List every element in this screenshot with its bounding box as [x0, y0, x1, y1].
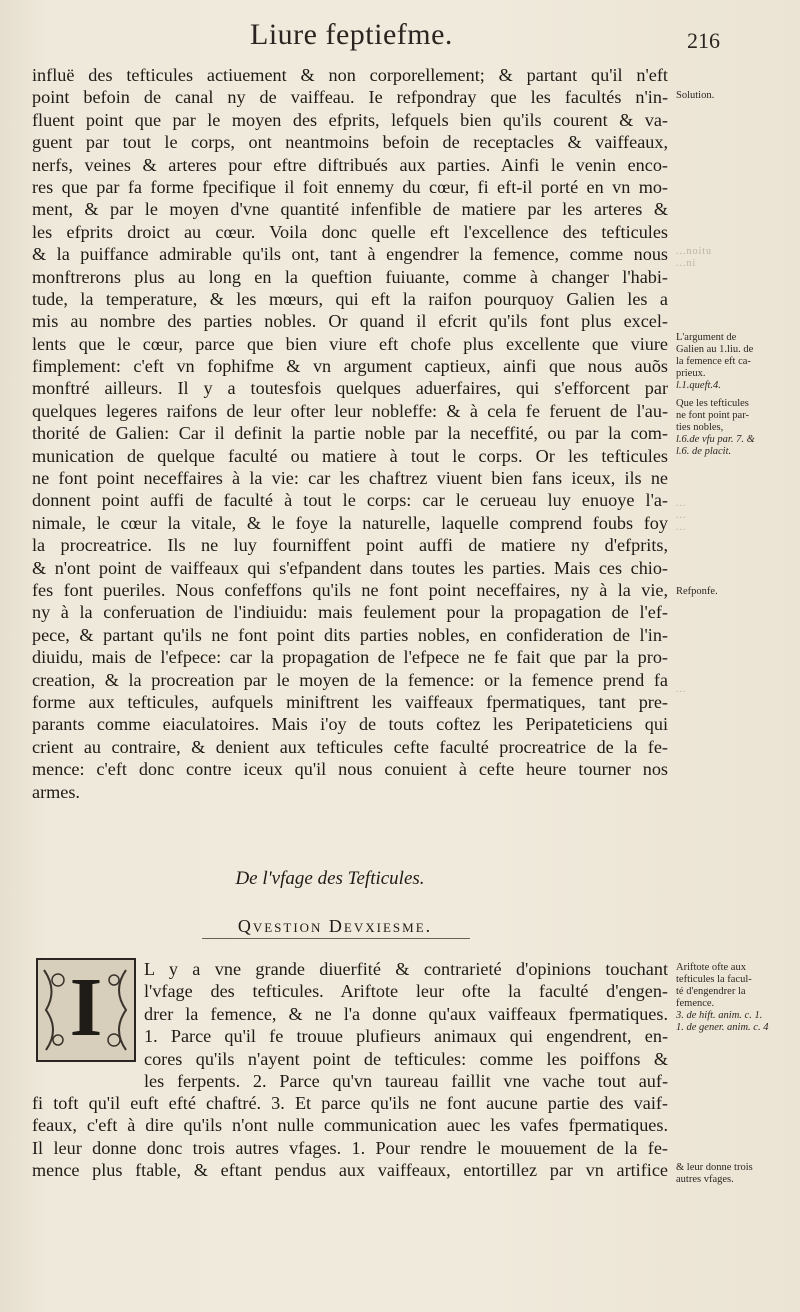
text-line: guent par tout le corps, ont neantmoins befoin de receptacles & vaiffeaux,: [32, 132, 668, 153]
page-number: 216: [687, 28, 720, 53]
text-line: point befoin de canal ny de vaiffeau. Ie refpondray que les facultés n'in-: [32, 87, 668, 108]
text-line: armes.: [32, 781, 80, 802]
text-line: mence plus ftable, & eftant pendus aux vaiffeaux, entortillez par vn artifice: [32, 1160, 668, 1181]
text-line: fes font pueriles. Nous confeffons qu'ils ne font point neceffaires, ny à la vie,: [32, 579, 668, 600]
text-line: monftré ailleurs. Il y a toutesfois quelques aduerfaires, qui s'efforcent par: [32, 378, 668, 399]
section-subtitle: De l'vfage des Tefticules.: [235, 868, 425, 889]
text-line: fluent point que par le moyen des efprits, lefquels bien qu'ils courent & va-: [32, 109, 668, 130]
text-line: ny à la conferuation de l'indiuidu: mais feulement pour la propagation de l'ef-: [32, 602, 668, 623]
text-line: monftrerons plus au long en la queftion fuiuante, comme à changer l'habi-: [32, 266, 668, 287]
running-head: [250, 14, 720, 54]
text-line: & n'ont point de vaiffeaux qui s'efpandent dans toutes les parties. Mais ces chio-: [32, 557, 668, 578]
ornamental-initial: [36, 958, 136, 1062]
margin-notes: [676, 0, 794, 1312]
text-line: la procreatrice. Ils ne luy fourniffent point auffi de matiere ny d'efprits,: [32, 535, 668, 556]
text-line: feaux, c'eft à dire qu'ils n'ont nulle communication auec les vafes fpermatiques.: [32, 1115, 668, 1136]
question-text-full: [32, 1092, 668, 1182]
text-line: forme aux tefticules, aufquels miniftrent les vaiffeaux fpermatiques, tant pre-: [32, 691, 668, 712]
text-line: donnent point auffi de faculté à tout le corps: car le cerueau luy enuoye l'a-: [32, 490, 668, 511]
text-line: res que par fa forme fpecifique il foit ennemy du cœur, fi eft-il porté en vn mo-: [32, 176, 668, 197]
margin-bleed-through: ...: [676, 684, 687, 695]
margin-note-response: Refponfe.: [676, 586, 718, 597]
question-title: Qvestion Devxiesme.: [237, 916, 433, 936]
margin-bleed-through: ...noitu ...ni: [676, 246, 713, 269]
text-line: nimale, le cœur la vitale, & le foye la naturelle, laquelle comprend foubs foy: [32, 512, 668, 533]
text-line: fi toft qu'il euft efté chaftré. 3. Et parce qu'ils ne font aucune partie des vaif-: [32, 1093, 668, 1113]
margin-note-testicules: Que les tefticules ne font point par- ties nobles, l.6.de vfu par. 7. & l.6. de placit.: [676, 398, 755, 457]
text-line: nerfs, veines & arteres pour eftre diftribués aux parties. Ainfi le venin enco-: [32, 154, 668, 175]
text-line: mis au nombre des parties nobles. Or quand il efcrit qu'ils font plus excel-: [32, 311, 668, 332]
text-line: drer la femence, & ne l'a donne qu'aux vaiffeaux fpermatiques.: [144, 1003, 668, 1024]
text-line: crient au contraire, & denient aux tefticules cefte faculté procreatrice de la fe-: [32, 736, 668, 757]
main-text-block: [32, 64, 668, 803]
text-line: l'vfage des tefticules. Ariftote leur ofte la faculté d'engen-: [144, 981, 668, 1002]
margin-note-aristote: Ariftote ofte aux tefticules la facul- té d'engendrer la femence. 3. de hift. anim. c. 1. 1. de gener. anim. c. 4: [676, 962, 769, 1033]
text-line: munication de quelque faculté ou matiere à tout le corps. Or les tefticules: [32, 445, 668, 466]
text-line: thorité de Galien: Car il definit la partie noble par la neceffité, ou par la com-: [32, 423, 668, 444]
running-title: Liure feptiefme.: [250, 18, 453, 51]
text-line: fimplement: c'eft vn fophifme & vn argument captieux, ainfi que nous auõs: [32, 356, 668, 377]
text-line: parants comme eiaculatoires. Mais i'oy de touts coftez les Peripateticiens qui: [32, 714, 668, 735]
text-line: & la puiffance admirable qu'ils ont, tant à engendrer la femence, comme nous: [32, 244, 668, 265]
initial-letter: I: [69, 961, 103, 1054]
text-line: mence: c'eft donc contre iceux qu'il nous conuient à cefte heure tourner nos: [32, 759, 668, 780]
text-line: Il leur donne donc trois autres vfages. 1. Pour rendre le mouuement de la fe-: [32, 1137, 668, 1158]
text-line: L y a vne grande diuerfité & contrarieté d'opinions touchant: [144, 959, 668, 979]
text-line: les efprits droict au cœur. Voila donc quelle eft l'excellence des tefticules: [32, 221, 668, 242]
text-line: 1. Parce qu'il fe trouue plufieurs animaux qui engendrent, en-: [144, 1026, 668, 1047]
text-line: ment, & par le moyen d'vne quantité infenfible de matiere par les arteres &: [32, 199, 668, 220]
text-line: les ferpents. 2. Parce qu'vn taureau faillit vne vache tout auf-: [144, 1070, 668, 1091]
margin-note-argument: L'argument de Galien au 1.liu. de la femence eft ca- prieux. l.1.queft.4.: [676, 332, 754, 391]
question-text-indented: [144, 958, 668, 1092]
margin-note-usages: & leur donne trois autres vfages.: [676, 1162, 753, 1185]
text-line: pece, & partant qu'ils ne font point dits parties nobles, en confideration de l'in-: [32, 624, 668, 645]
text-line: influë des tefticules actiuement & non corporellement; & partant qu'il n'eft: [32, 65, 668, 85]
margin-note-solution: Solution.: [676, 90, 715, 101]
text-line: cores qu'ils n'ayent point de tefticules: comme les poiffons &: [144, 1048, 668, 1069]
text-line: quelques legeres raifons de leur ofter leur nobleffe: & à cela fe feruent de l'au-: [32, 400, 668, 421]
text-line: tude, la temperature, & les mœurs, qui eft la raifon pourquoy Galien les a: [32, 288, 668, 309]
text-line: lents que le cœur, parce que bien viure eft chofe plus excellente que viure: [32, 333, 668, 354]
text-line: diuidu, mais de l'efpece: car la propagation de l'efpece ne fe fait que par la pro-: [32, 647, 668, 668]
title-rule: [202, 938, 470, 939]
margin-bleed-through: ... ... ...: [676, 498, 687, 533]
text-line: creation, & la procreation par le moyen de la femence: or la femence prend fa: [32, 669, 668, 690]
text-line: ne font point neceffaires à la vie: car les chaftrez viuent bien fans iceux, ils ne: [32, 468, 668, 489]
